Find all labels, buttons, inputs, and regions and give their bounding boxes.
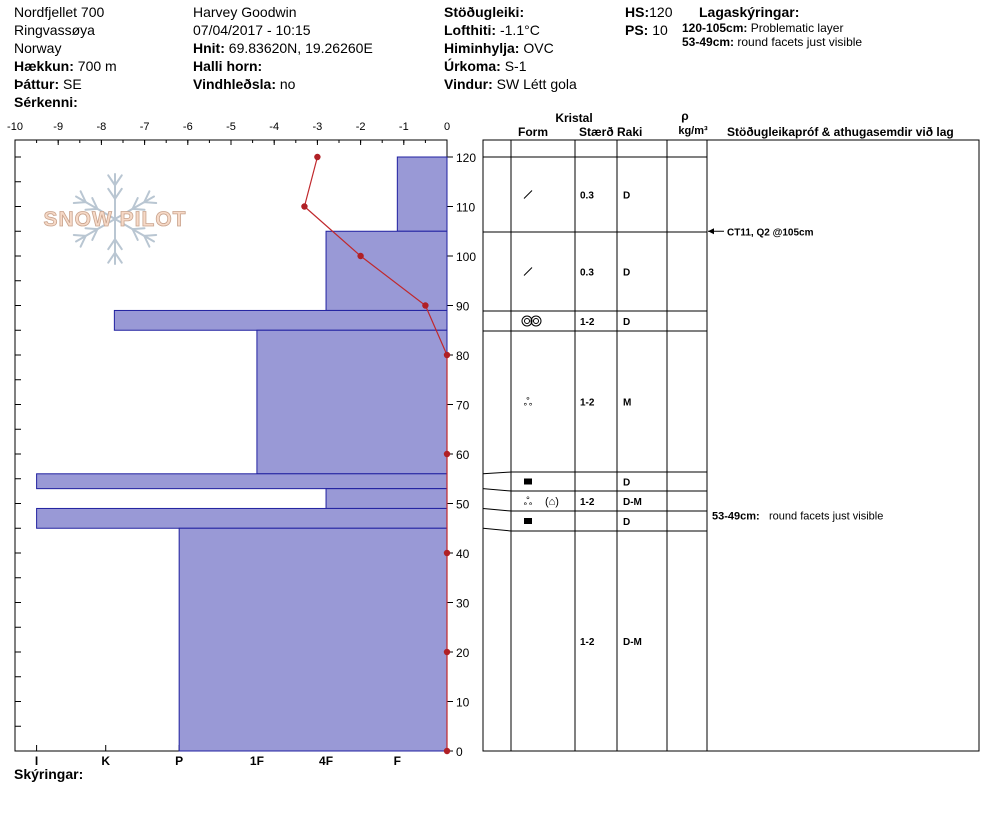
hardness-bar [257,330,447,474]
footer-notes-label: Skýringar: [14,766,84,782]
height-tick-label: 120 [456,151,477,165]
temp-tick-label: -1 [398,121,409,133]
location-country: Norway [14,40,62,56]
header-size: Stærð [579,125,614,139]
temp-tick-label: -4 [269,121,280,133]
slope-angle-row: Halli horn: [193,58,263,74]
header-form: Form [518,125,548,139]
temperature-point [444,352,450,358]
form-symbol-rounded: ஃ [523,396,533,409]
grain-size: 1-2 [580,317,595,328]
stability-row: Stöðugleiki: [444,4,525,20]
hardness-tick-label: F [393,754,401,768]
grain-size: 0.3 [580,190,594,202]
temp-tick-label: -5 [226,121,236,133]
temperature-point [444,451,450,457]
snowflake-branch [115,253,122,263]
elevation-row: Hækkun: 700 m [14,58,117,74]
layer-note-2: 53-49cm: round facets just visible [682,35,863,49]
hardness-bar [179,528,447,751]
height-tick-label: 10 [456,695,470,710]
height-tick-label: 50 [456,497,470,512]
form-symbol-faceted: (⌂) [545,496,559,508]
moisture: D [623,190,631,202]
hardness-bar [326,489,447,509]
snowflake-branch [108,239,115,249]
temperature-point [301,203,307,209]
header-density-symbol: ρ [681,109,689,123]
hardness-bar [326,231,447,310]
location-area: Ringvassøya [14,22,95,38]
layer-boundary [483,472,707,474]
temperature-point [357,253,363,259]
hardness-bar [37,508,447,528]
hardness-tick-label: I [34,754,39,768]
hardness-bar [397,157,447,231]
comment-label: 53-49cm: [712,510,760,523]
hardness-tick-label: P [175,754,184,768]
height-tick-label: 90 [456,299,470,314]
moisture: D [623,517,631,528]
temperature-point [314,154,320,160]
form-symbol-ice [524,479,532,485]
header-kristal: Kristal [555,111,593,125]
temp-tick-label: -2 [355,121,366,133]
height-tick-label: 20 [456,646,470,660]
comment-text: round facets just visible [769,510,884,523]
layer-boundary [483,528,707,531]
snowflake-branch [115,189,122,199]
hardness-tick-label: K [101,754,111,768]
moisture: D-M [623,497,642,508]
layer-boundary [483,508,707,511]
comment-arrow-head [708,228,714,234]
moisture: M [623,397,632,409]
height-tick-label: 110 [456,200,476,215]
height-tick-label: 40 [456,547,470,561]
temp-tick-label: -7 [139,121,150,133]
penetration-row: PS: 10 [625,22,668,38]
features-row: Sérkenni: [14,94,78,110]
form-symbol-slash [524,268,532,276]
form-symbol-circle [534,319,539,324]
snowpilot-logo-text: SNOW PILOT [43,208,187,231]
sky-cover-row: Himinhylja: OVC [444,40,554,56]
temperature-point [422,302,428,308]
snowflake-branch [144,235,156,236]
form-symbol-slash [524,191,532,199]
moisture: D [623,317,631,328]
snowflake-branch [115,175,122,185]
hardness-bar [37,474,447,489]
layer-notes-title: Lagaskýringar: [699,4,800,20]
hardness-bar [114,310,447,330]
aspect-row: Þáttur: SE [14,76,82,92]
snowflake-branch [108,253,115,263]
form-symbol-circle [525,319,530,324]
header-moisture: Raki [617,125,643,139]
temp-tick-label: -10 [7,121,23,133]
temperature-point [444,748,450,754]
snow-height-row: HS:120 [625,4,673,20]
snowflake-branch [74,235,86,236]
temperature-point [444,649,450,655]
height-tick-label: 0 [456,745,463,759]
temp-tick-label: 0 [443,121,451,133]
layer-note-1: 120-105cm: Problematic layer [682,21,844,35]
temp-tick-label: -6 [182,121,193,133]
snowflake-branch [108,189,115,199]
observer-name: Harvey Goodwin [193,4,297,20]
location-name: Nordfjellet 700 [14,4,105,20]
snowflake-branch [115,239,122,249]
hardness-tick-label: 1F [249,754,264,768]
height-tick-label: 100 [456,250,477,264]
moisture: D [623,477,631,489]
snowflake-branch [74,202,86,203]
comment-text: CT11, Q2 @105cm [727,227,814,239]
height-tick-label: 70 [456,398,470,413]
moisture: D-M [623,637,642,648]
hardness-tick-label: 4F [319,754,334,768]
observation-datetime: 07/04/2017 - 10:15 [193,22,311,38]
height-tick-label: 80 [456,349,470,363]
wind-row: Vindur: SW Létt gola [444,76,577,92]
temp-tick-label: -3 [312,121,323,133]
snowpilot-logo [44,174,187,264]
moisture: D [623,267,631,279]
header-density-unit: kg/m³ [678,125,708,137]
wind-loading-row: Vindhleðsla: no [193,76,296,92]
precipitation-row: Úrkoma: S-1 [444,58,527,74]
temperature-point [444,550,450,556]
grain-size: 1-2 [580,397,595,409]
air-temp-row: Lofthiti: -1.1°C [444,22,540,38]
grain-size: 0.3 [580,267,594,279]
height-tick-label: 30 [456,596,470,611]
temp-tick-label: -8 [96,121,107,133]
form-symbol-rounded: ஃ [523,496,533,508]
header-comments: Stöðugleikapróf & athugasemdir við lag [727,125,954,139]
grain-size: 1-2 [580,637,595,648]
snowflake-branch [108,175,115,185]
snowflake-branch [144,202,156,203]
form-symbol-ice [524,518,532,524]
coordinates-row: Hnit: 69.83620N, 19.26260E [193,40,373,56]
grain-size: 1-2 [580,497,595,508]
layer-boundary [483,489,707,491]
temp-tick-label: -9 [53,121,64,133]
height-tick-label: 60 [456,448,470,462]
